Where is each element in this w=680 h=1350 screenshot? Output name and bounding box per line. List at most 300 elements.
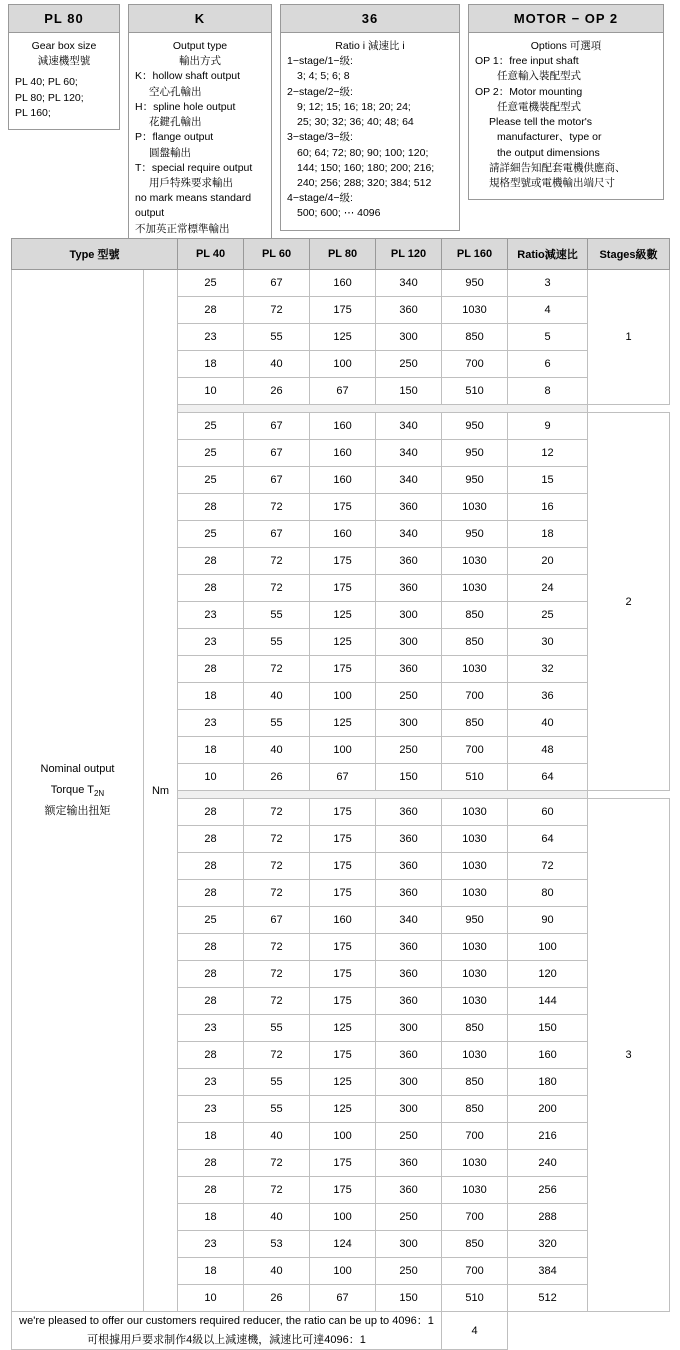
- footnote-row: [12, 1312, 670, 1350]
- cell-pl160: 700: [442, 1258, 508, 1285]
- cell-pl80: 125: [310, 710, 376, 737]
- cell-pl80: 100: [310, 351, 376, 378]
- cell-pl60: 72: [244, 494, 310, 521]
- cell-pl60: 72: [244, 853, 310, 880]
- table-body: [12, 270, 670, 1350]
- spec-box-title: 36: [281, 5, 459, 33]
- cell-ratio: 320: [508, 1231, 588, 1258]
- cell-pl120: 360: [376, 934, 442, 961]
- cell-pl60: 67: [244, 467, 310, 494]
- cell-ratio: 16: [508, 494, 588, 521]
- cell-pl80: 67: [310, 764, 376, 791]
- cell-pl120: 150: [376, 378, 442, 405]
- cell-pl40: 25: [178, 440, 244, 467]
- cell-pl160: 1030: [442, 1042, 508, 1069]
- spec-line: no mark means standard: [135, 192, 252, 205]
- cell-pl120: 360: [376, 1150, 442, 1177]
- cell-pl120: 360: [376, 1042, 442, 1069]
- cell-pl120: 300: [376, 1231, 442, 1258]
- cell-pl80: 160: [310, 521, 376, 548]
- cell-pl120: 360: [376, 297, 442, 324]
- col-header-type: Type 型號: [12, 239, 178, 270]
- cell-pl80: 125: [310, 1015, 376, 1042]
- cell-ratio: 12: [508, 440, 588, 467]
- cell-pl60: 40: [244, 1204, 310, 1231]
- cell-pl40: 25: [178, 467, 244, 494]
- spec-box-output-type: [128, 4, 272, 246]
- cell-pl80: 100: [310, 1204, 376, 1231]
- spec-line: 空心孔輸出: [149, 85, 202, 98]
- cell-pl40: 25: [178, 907, 244, 934]
- spec-line: 請詳細告知配套電機供應商、: [489, 161, 626, 174]
- spec-line: 4−stage/4−级:: [287, 192, 353, 205]
- cell-pl120: 250: [376, 351, 442, 378]
- cell-ratio: 24: [508, 575, 588, 602]
- cell-ratio: 120: [508, 961, 588, 988]
- spec-boxes-row: [0, 0, 680, 246]
- spec-line: OP 2：Motor mounting: [475, 85, 583, 98]
- cell-ratio: 3: [508, 270, 588, 297]
- cell-ratio: 200: [508, 1096, 588, 1123]
- cell-pl60: 55: [244, 629, 310, 656]
- cell-pl160: 510: [442, 378, 508, 405]
- cell-pl160: 950: [442, 467, 508, 494]
- cell-pl40: 28: [178, 853, 244, 880]
- cell-pl80: 175: [310, 1042, 376, 1069]
- torque-table: [11, 238, 670, 1350]
- spec-line: Output type: [172, 40, 228, 52]
- cell-pl120: 360: [376, 826, 442, 853]
- spec-box-options: [468, 4, 664, 200]
- cell-pl40: 25: [178, 521, 244, 548]
- cell-pl60: 26: [244, 1285, 310, 1312]
- cell-pl40: 18: [178, 683, 244, 710]
- cell-ratio: 15: [508, 467, 588, 494]
- cell-ratio: 32: [508, 656, 588, 683]
- spec-line: 144; 150; 160; 180; 200; 216;: [297, 161, 435, 174]
- cell-pl60: 72: [244, 799, 310, 826]
- cell-pl120: 250: [376, 737, 442, 764]
- cell-ratio: 5: [508, 324, 588, 351]
- cell-pl160: 1030: [442, 575, 508, 602]
- cell-pl80: 175: [310, 1177, 376, 1204]
- cell-pl40: 28: [178, 494, 244, 521]
- cell-pl60: 72: [244, 826, 310, 853]
- cell-pl120: 300: [376, 710, 442, 737]
- cell-ratio: 144: [508, 988, 588, 1015]
- cell-pl40: 28: [178, 934, 244, 961]
- cell-pl40: 23: [178, 602, 244, 629]
- cell-pl80: 160: [310, 467, 376, 494]
- cell-pl60: 72: [244, 934, 310, 961]
- spec-line: 25; 30; 32; 36; 40; 48; 64: [297, 116, 414, 129]
- cell-pl80: 100: [310, 1258, 376, 1285]
- cell-pl160: 850: [442, 1069, 508, 1096]
- cell-ratio: 90: [508, 907, 588, 934]
- cell-pl120: 340: [376, 440, 442, 467]
- cell-pl160: 700: [442, 683, 508, 710]
- cell-pl160: 850: [442, 602, 508, 629]
- spec-box-body: [9, 33, 119, 129]
- cell-pl60: 67: [244, 907, 310, 934]
- col-header-pl160: PL 160: [442, 239, 508, 270]
- cell-pl40: 23: [178, 710, 244, 737]
- cell-pl160: 850: [442, 629, 508, 656]
- cell-pl160: 700: [442, 1204, 508, 1231]
- cell-pl80: 124: [310, 1231, 376, 1258]
- cell-ratio: 30: [508, 629, 588, 656]
- spec-line: H：spline hole output: [135, 100, 236, 113]
- cell-pl80: 100: [310, 1123, 376, 1150]
- cell-ratio: 48: [508, 737, 588, 764]
- cell-pl40: 28: [178, 1042, 244, 1069]
- cell-pl60: 72: [244, 880, 310, 907]
- cell-pl60: 72: [244, 297, 310, 324]
- cell-ratio: 64: [508, 826, 588, 853]
- cell-pl60: 53: [244, 1231, 310, 1258]
- cell-pl160: 1030: [442, 494, 508, 521]
- cell-ratio: 512: [508, 1285, 588, 1312]
- cell-pl80: 175: [310, 961, 376, 988]
- cell-pl80: 125: [310, 1096, 376, 1123]
- table-row: [12, 270, 670, 297]
- spec-line: OP 1：free input shaft: [475, 55, 579, 68]
- cell-pl40: 23: [178, 1069, 244, 1096]
- cell-ratio: 384: [508, 1258, 588, 1285]
- cell-pl40: 28: [178, 826, 244, 853]
- cell-pl80: 67: [310, 378, 376, 405]
- cell-pl120: 360: [376, 494, 442, 521]
- cell-pl120: 300: [376, 602, 442, 629]
- cell-pl160: 1030: [442, 853, 508, 880]
- cell-pl80: 175: [310, 494, 376, 521]
- cell-pl160: 950: [442, 440, 508, 467]
- col-header-pl40: PL 40: [178, 239, 244, 270]
- cell-pl160: 950: [442, 521, 508, 548]
- spec-box-body: [281, 33, 459, 230]
- cell-pl120: 300: [376, 324, 442, 351]
- cell-ratio: 240: [508, 1150, 588, 1177]
- cell-pl160: 950: [442, 907, 508, 934]
- spec-line: T：special require output: [135, 161, 253, 174]
- spec-line: 500; 600; ⋯ 4096: [297, 207, 381, 220]
- cell-pl60: 40: [244, 737, 310, 764]
- cell-pl160: 1030: [442, 880, 508, 907]
- unit-cell: Nm: [144, 270, 178, 1312]
- cell-pl80: 175: [310, 656, 376, 683]
- cell-pl120: 340: [376, 467, 442, 494]
- col-header-pl60: PL 60: [244, 239, 310, 270]
- cell-pl80: 160: [310, 440, 376, 467]
- cell-pl80: 175: [310, 880, 376, 907]
- cell-pl80: 175: [310, 934, 376, 961]
- cell-pl60: 67: [244, 440, 310, 467]
- cell-ratio: 72: [508, 853, 588, 880]
- spec-box-title: K: [129, 5, 271, 33]
- cell-pl160: 1030: [442, 1150, 508, 1177]
- cell-pl80: 100: [310, 737, 376, 764]
- cell-pl80: 175: [310, 1150, 376, 1177]
- cell-pl120: 360: [376, 575, 442, 602]
- cell-pl80: 175: [310, 988, 376, 1015]
- spec-line: manufacturer、type or: [497, 131, 602, 144]
- cell-pl40: 18: [178, 1123, 244, 1150]
- cell-pl160: 700: [442, 737, 508, 764]
- cell-pl160: 510: [442, 764, 508, 791]
- cell-pl40: 28: [178, 548, 244, 575]
- cell-pl160: 1030: [442, 799, 508, 826]
- cell-pl120: 300: [376, 1015, 442, 1042]
- cell-pl120: 250: [376, 1258, 442, 1285]
- cell-pl120: 150: [376, 764, 442, 791]
- cell-pl160: 950: [442, 270, 508, 297]
- col-header-stages: Stages級數: [588, 239, 670, 270]
- stage-cell: 1: [588, 270, 670, 405]
- stage-cell: 4: [442, 1312, 508, 1350]
- cell-pl160: 850: [442, 1231, 508, 1258]
- cell-pl60: 40: [244, 351, 310, 378]
- cell-pl40: 10: [178, 1285, 244, 1312]
- cell-ratio: 9: [508, 413, 588, 440]
- cell-pl80: 175: [310, 297, 376, 324]
- spec-box-title: PL 80: [9, 5, 119, 33]
- cell-pl80: 125: [310, 324, 376, 351]
- cell-pl40: 28: [178, 988, 244, 1015]
- cell-pl120: 300: [376, 629, 442, 656]
- cell-pl120: 300: [376, 1096, 442, 1123]
- cell-pl160: 700: [442, 1123, 508, 1150]
- cell-pl40: 23: [178, 1096, 244, 1123]
- cell-pl120: 340: [376, 270, 442, 297]
- cell-pl60: 67: [244, 270, 310, 297]
- cell-pl120: 340: [376, 521, 442, 548]
- spec-line: Options 可選項: [530, 40, 602, 52]
- torque-table-wrap: [11, 238, 669, 1350]
- cell-ratio: 4: [508, 297, 588, 324]
- cell-pl60: 67: [244, 521, 310, 548]
- spec-line: 3−stage/3−级:: [287, 131, 353, 144]
- cell-pl60: 72: [244, 548, 310, 575]
- col-header-pl80: PL 80: [310, 239, 376, 270]
- cell-pl60: 55: [244, 1069, 310, 1096]
- spec-line: PL 160;: [15, 106, 51, 119]
- cell-pl160: 950: [442, 413, 508, 440]
- cell-pl160: 1030: [442, 988, 508, 1015]
- cell-pl40: 28: [178, 961, 244, 988]
- cell-ratio: 216: [508, 1123, 588, 1150]
- cell-pl60: 72: [244, 1042, 310, 1069]
- cell-pl40: 25: [178, 270, 244, 297]
- cell-pl80: 175: [310, 826, 376, 853]
- cell-pl80: 175: [310, 799, 376, 826]
- cell-pl160: 700: [442, 351, 508, 378]
- spec-line: 不加英正常標準輸出: [135, 222, 230, 235]
- cell-pl120: 360: [376, 1177, 442, 1204]
- spec-line: 任意電機裝配型式: [497, 100, 581, 113]
- cell-pl60: 40: [244, 1123, 310, 1150]
- cell-pl60: 40: [244, 683, 310, 710]
- cell-pl120: 360: [376, 548, 442, 575]
- cell-pl60: 26: [244, 764, 310, 791]
- cell-pl160: 510: [442, 1285, 508, 1312]
- spec-line: Gear box size: [31, 40, 97, 52]
- cell-pl120: 300: [376, 1069, 442, 1096]
- group-spacer-cell: [178, 791, 588, 799]
- cell-pl120: 340: [376, 907, 442, 934]
- cell-ratio: 8: [508, 378, 588, 405]
- spec-line: 花鍵孔輸出: [149, 116, 202, 129]
- cell-pl80: 125: [310, 629, 376, 656]
- cell-pl60: 26: [244, 378, 310, 405]
- spec-box-gear-size: [8, 4, 120, 130]
- cell-ratio: 6: [508, 351, 588, 378]
- spec-line: 2−stage/2−级:: [287, 85, 353, 98]
- cell-pl120: 150: [376, 1285, 442, 1312]
- spec-box-body: [129, 33, 271, 245]
- cell-pl160: 1030: [442, 297, 508, 324]
- cell-pl40: 18: [178, 737, 244, 764]
- cell-pl60: 72: [244, 988, 310, 1015]
- cell-pl60: 72: [244, 961, 310, 988]
- cell-pl120: 250: [376, 1123, 442, 1150]
- cell-pl120: 360: [376, 880, 442, 907]
- spec-line: 輸出方式: [179, 55, 221, 68]
- cell-ratio: 36: [508, 683, 588, 710]
- cell-ratio: 60: [508, 799, 588, 826]
- cell-pl60: 55: [244, 1096, 310, 1123]
- cell-pl120: 360: [376, 988, 442, 1015]
- cell-pl160: 1030: [442, 1177, 508, 1204]
- cell-pl40: 23: [178, 1231, 244, 1258]
- cell-pl40: 28: [178, 297, 244, 324]
- cell-pl40: 18: [178, 1258, 244, 1285]
- cell-pl120: 340: [376, 413, 442, 440]
- cell-pl160: 1030: [442, 961, 508, 988]
- cell-pl160: 850: [442, 710, 508, 737]
- col-header-ratio: Ratio減速比: [508, 239, 588, 270]
- cell-ratio: 40: [508, 710, 588, 737]
- spec-line: 3; 4; 5; 6; 8: [297, 70, 350, 83]
- spec-line: 用戶特殊要求輸出: [149, 176, 233, 189]
- table-header-row: [12, 239, 670, 270]
- cell-pl40: 28: [178, 799, 244, 826]
- cell-pl60: 55: [244, 324, 310, 351]
- cell-ratio: 160: [508, 1042, 588, 1069]
- cell-pl120: 250: [376, 683, 442, 710]
- cell-pl120: 360: [376, 656, 442, 683]
- cell-ratio: 288: [508, 1204, 588, 1231]
- cell-pl160: 1030: [442, 826, 508, 853]
- cell-pl40: 23: [178, 1015, 244, 1042]
- cell-ratio: 150: [508, 1015, 588, 1042]
- cell-ratio: 256: [508, 1177, 588, 1204]
- cell-pl80: 160: [310, 907, 376, 934]
- cell-ratio: 18: [508, 521, 588, 548]
- cell-pl40: 10: [178, 764, 244, 791]
- cell-pl60: 72: [244, 1177, 310, 1204]
- cell-pl120: 250: [376, 1204, 442, 1231]
- cell-pl80: 125: [310, 1069, 376, 1096]
- cell-pl60: 55: [244, 1015, 310, 1042]
- cell-ratio: 80: [508, 880, 588, 907]
- cell-pl160: 1030: [442, 934, 508, 961]
- cell-pl40: 28: [178, 575, 244, 602]
- spec-line: P：flange output: [135, 131, 214, 144]
- cell-pl40: 18: [178, 351, 244, 378]
- spec-line: 9; 12; 15; 16; 18; 20; 24;: [297, 100, 411, 113]
- cell-ratio: 20: [508, 548, 588, 575]
- cell-pl120: 360: [376, 961, 442, 988]
- spec-line: Ratio i 減速比 i: [335, 40, 405, 52]
- spec-box-body: [469, 33, 663, 199]
- spec-line: the output dimensions: [497, 146, 600, 159]
- cell-pl160: 1030: [442, 656, 508, 683]
- spec-line: 1−stage/1−级:: [287, 55, 353, 68]
- cell-pl60: 40: [244, 1258, 310, 1285]
- cell-pl40: 18: [178, 1204, 244, 1231]
- cell-pl80: 125: [310, 602, 376, 629]
- col-header-pl120: PL 120: [376, 239, 442, 270]
- cell-pl60: 72: [244, 1150, 310, 1177]
- cell-pl40: 23: [178, 324, 244, 351]
- spec-line: 減速機型號: [37, 55, 91, 68]
- cell-pl160: 850: [442, 1096, 508, 1123]
- cell-pl80: 175: [310, 853, 376, 880]
- spec-line: 規格型號或電機輸出端尺寸: [489, 176, 615, 189]
- cell-pl120: 360: [376, 799, 442, 826]
- stage-cell: 3: [588, 799, 670, 1312]
- cell-pl40: 28: [178, 1150, 244, 1177]
- cell-ratio: 64: [508, 764, 588, 791]
- group-spacer-cell: [178, 405, 588, 413]
- spec-line: output: [135, 207, 165, 220]
- spec-line: 240; 256; 288; 320; 384; 512: [297, 176, 432, 189]
- cell-pl60: 55: [244, 710, 310, 737]
- cell-pl120: 360: [376, 853, 442, 880]
- cell-pl80: 175: [310, 548, 376, 575]
- cell-pl60: 55: [244, 602, 310, 629]
- cell-pl60: 67: [244, 413, 310, 440]
- spec-line: 60; 64; 72; 80; 90; 100; 120;: [297, 146, 429, 159]
- cell-pl60: 72: [244, 575, 310, 602]
- cell-pl40: 10: [178, 378, 244, 405]
- cell-pl160: 1030: [442, 548, 508, 575]
- cell-pl40: 28: [178, 880, 244, 907]
- cell-pl160: 850: [442, 324, 508, 351]
- cell-pl40: 28: [178, 1177, 244, 1204]
- cell-pl40: 28: [178, 656, 244, 683]
- stage-cell: 2: [588, 413, 670, 791]
- cell-pl80: 175: [310, 575, 376, 602]
- spec-line: 圓盤輸出: [149, 146, 191, 159]
- cell-pl160: 850: [442, 1015, 508, 1042]
- footnote-text: we're pleased to offer our customers required reducer, the ratio can be up to 4096：1 可根據用戶要求制作4級以上減速機，減速比可達4096：1: [12, 1312, 442, 1350]
- cell-pl80: 160: [310, 270, 376, 297]
- spec-box-title: MOTOR − OP 2: [469, 5, 663, 33]
- cell-pl40: 23: [178, 629, 244, 656]
- spec-line: 任意輸入裝配型式: [497, 70, 581, 83]
- cell-pl80: 100: [310, 683, 376, 710]
- cell-pl80: 67: [310, 1285, 376, 1312]
- cell-pl40: 25: [178, 413, 244, 440]
- cell-ratio: 25: [508, 602, 588, 629]
- spec-line: K：hollow shaft output: [135, 70, 241, 83]
- spec-line: PL 40; PL 60;: [15, 76, 78, 89]
- spec-line: PL 80; PL 120;: [15, 91, 84, 104]
- cell-pl60: 72: [244, 656, 310, 683]
- spec-line: Please tell the motor's: [489, 116, 592, 129]
- row-label-nominal-torque: Nominal output Torque $T_{2N}$ 额定输出扭矩: [12, 270, 144, 1312]
